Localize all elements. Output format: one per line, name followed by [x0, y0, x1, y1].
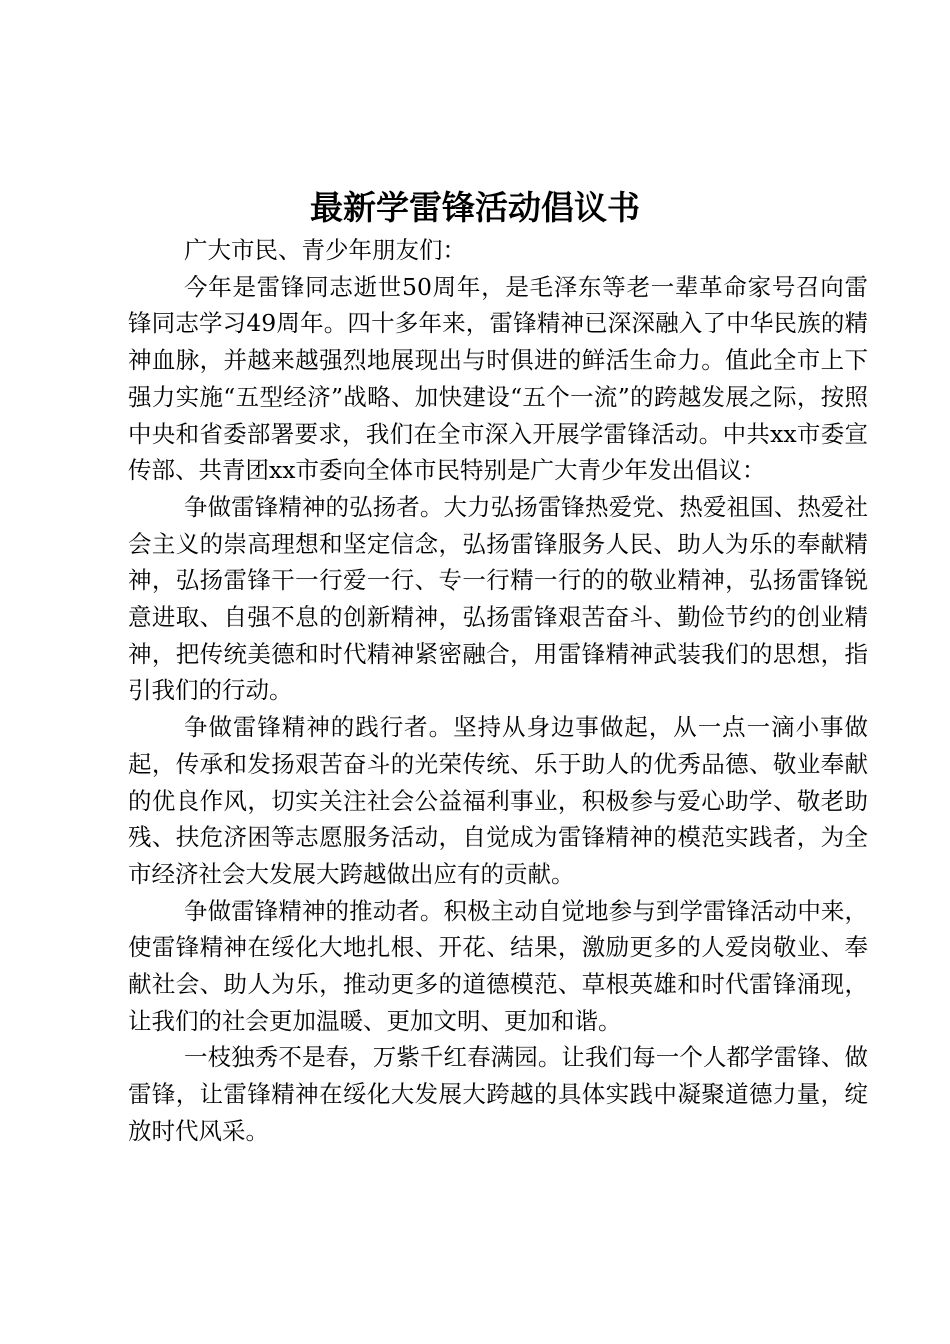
document-body: [128, 232, 868, 1150]
paragraph-intro: 今年是雷锋同志逝世50周年，是毛泽东等老一辈革命家号召向雷锋同志学习49周年。四十多年来，雷锋精神已深深融入了中华民族的精神血脉，并越来越强烈地展现出与时俱进的鲜活生命力。值此全市上下强力实施“五型经济”战略、加快建设“五个一流”的跨越发展之际，按照中央和省委部署要求，我们在全市深入开展学雷锋活动。中共xx市委宣传部、共青团xx市委向全体市民特别是广大青少年发出倡议：: [128, 272, 868, 485]
paragraph-promoter: 争做雷锋精神的弘扬者。大力弘扬雷锋热爱党、热爱祖国、热爱社会主义的崇高理想和坚定信念，弘扬雷锋服务人民、助人为乐的奉献精神，弘扬雷锋干一行爱一行、专一行精一行的的敬业精神，弘扬雷锋锐意进取、自强不息的创新精神，弘扬雷锋艰苦奋斗、勤俭节约的创业精神，把传统美德和时代精神紧密融合，用雷锋精神武装我们的思想，指引我们的行动。: [128, 492, 868, 705]
document-title: 最新学雷锋活动倡议书: [310, 188, 640, 227]
paragraph-driver: 争做雷锋精神的推动者。积极主动自觉地参与到学雷锋活动中来，使雷锋精神在绥化大地扎根、开花、结果，激励更多的人爱岗敬业、奉献社会、助人为乐，推动更多的道德模范、草根英雄和时代雷锋涌现，让我们的社会更加温暖、更加文明、更加和谐。: [128, 896, 868, 1035]
salutation: 广大市民、青少年朋友们：: [184, 236, 466, 264]
paragraph-practitioner: 争做雷锋精神的践行者。坚持从身边事做起，从一点一滴小事做起，传承和发扬艰苦奋斗的光荣传统、乐于助人的优秀品德、敬业奉献的优良作风，切实关注社会公益福利事业，积极参与爱心助学、敬老助残、扶危济困等志愿服务活动，自觉成为雷锋精神的模范实践者，为全市经济社会大发展大跨越做出应有的贡献。: [128, 713, 868, 888]
paragraph-closing: 一枝独秀不是春，万紫千红春满园。让我们每一个人都学雷锋、做雷锋，让雷锋精神在绥化大发展大跨越的具体实践中凝聚道德力量，绽放时代风采。: [128, 1043, 868, 1145]
